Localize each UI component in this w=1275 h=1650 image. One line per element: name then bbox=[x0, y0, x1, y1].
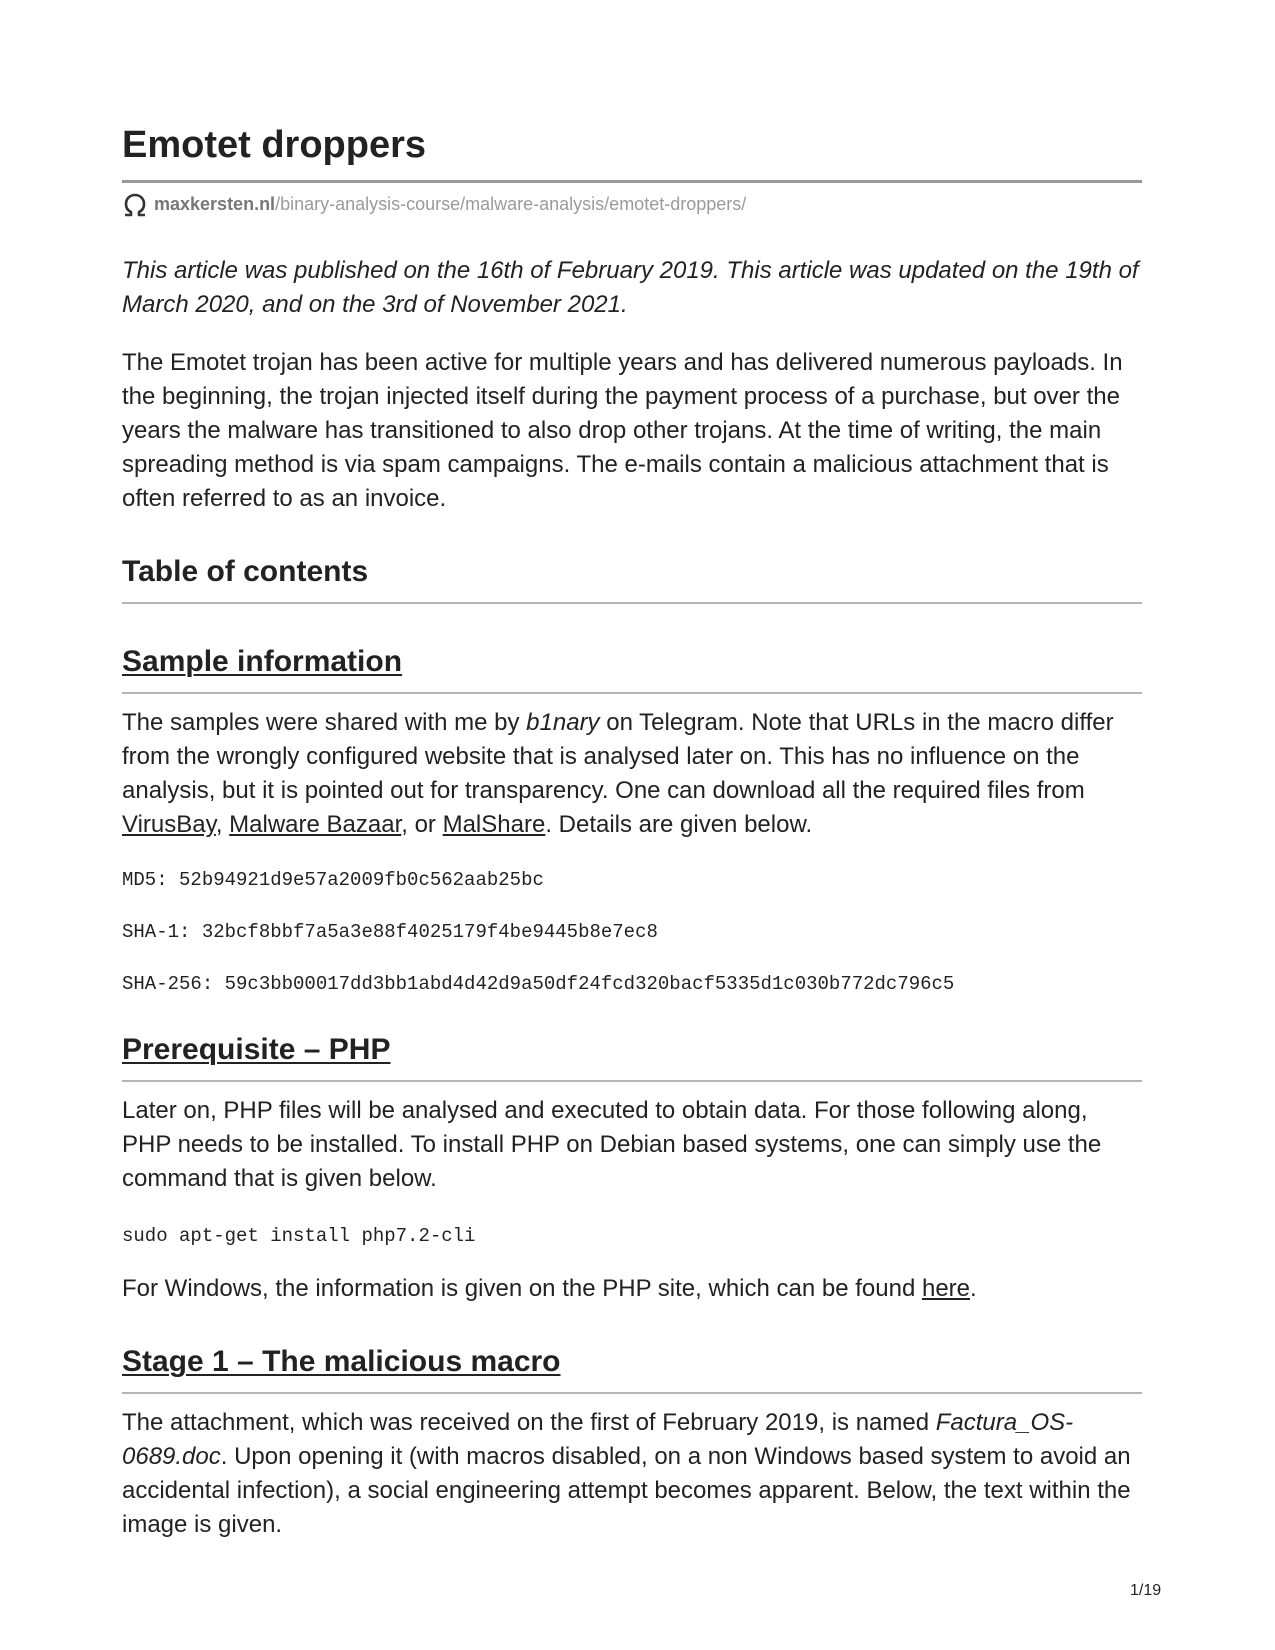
md5-hash: MD5: 52b94921d9e57a2009fb0c562aab25bc bbox=[122, 868, 544, 891]
ohm-icon bbox=[122, 192, 148, 218]
intro-paragraph: The Emotet trojan has been active for multiple years and has delivered numerous payloads. In the beginning, the trojan injected itself during the payment process of a purchase, but over the years the malware has transitioned to also drop other trojans. At the time of writing, the main spreading method is via spam campaigns. The e-mails contain a malicious attachment that is often referred to as an invoice. bbox=[122, 348, 1123, 512]
page-number: 1/19 bbox=[1130, 1582, 1162, 1599]
malshare-link[interactable]: MalShare bbox=[442, 810, 546, 838]
install-command: sudo apt-get install php7.2-cli bbox=[122, 1224, 476, 1247]
page-title: Emotet droppers bbox=[122, 124, 1142, 183]
stage1-heading-link[interactable]: Stage 1 – The malicious macro bbox=[122, 1344, 561, 1378]
author-name: b1nary bbox=[526, 708, 600, 736]
sha256-hash: SHA-256: 59c3bb00017dd3bb1abd4d42d9a50df24fcd320bacf5335d1c030b772dc796c5 bbox=[122, 972, 955, 995]
sample-heading bbox=[122, 644, 1142, 694]
stage1-heading bbox=[122, 1344, 1142, 1394]
php-heading bbox=[122, 1032, 1142, 1082]
source-path: /binary-analysis-course/malware-analysis/emotet-droppers/ bbox=[275, 194, 747, 215]
sample-paragraph: The samples were shared with me by b1nary on Telegram. Note that URLs in the macro differ from the wrongly configured website that is analysed later on. This has no influence on the analysis, but it is pointed out for transparency. One can download all the required files from VirusBay, Malware Bazaar, or MalShare. Details are given below. bbox=[122, 708, 1114, 838]
attachment-filename: Factura_OS-0689.doc bbox=[122, 1408, 1074, 1470]
source-domain: maxkersten.nl bbox=[154, 194, 276, 215]
php-site-link[interactable]: here bbox=[921, 1274, 971, 1302]
virusbay-link[interactable]: VirusBay bbox=[122, 810, 216, 838]
php-heading-link[interactable]: Prerequisite – PHP bbox=[122, 1032, 391, 1066]
article bbox=[122, 124, 1142, 1542]
malware-bazaar-link[interactable]: Malware Bazaar bbox=[229, 810, 402, 838]
windows-paragraph: For Windows, the information is given on the PHP site, which can be found here. bbox=[122, 1274, 977, 1302]
toc-heading: Table of contents bbox=[122, 554, 1142, 604]
sample-heading-link[interactable]: Sample information bbox=[122, 644, 403, 678]
publication-note: This article was published on the 16th of February 2019. This article was updated on the 19th of March 2020, and on the 3rd of November 2021. bbox=[122, 256, 1139, 318]
stage1-paragraph: The attachment, which was received on the first of February 2019, is named Factura_OS-0689.doc. Upon opening it (with macros disabled, on a non Windows based system to avoid an accidental infection), a social engineering attempt becomes apparent. Below, the text within the image is given. bbox=[122, 1408, 1131, 1538]
sha1-hash: SHA-1: 32bcf8bbf7a5a3e88f4025179f4be9445b8e7ec8 bbox=[122, 920, 658, 943]
source-url[interactable] bbox=[122, 192, 1142, 218]
php-paragraph: Later on, PHP files will be analysed and executed to obtain data. For those following along, PHP needs to be installed. To install PHP on Debian based systems, one can simply use the command that is given below. bbox=[122, 1096, 1102, 1192]
